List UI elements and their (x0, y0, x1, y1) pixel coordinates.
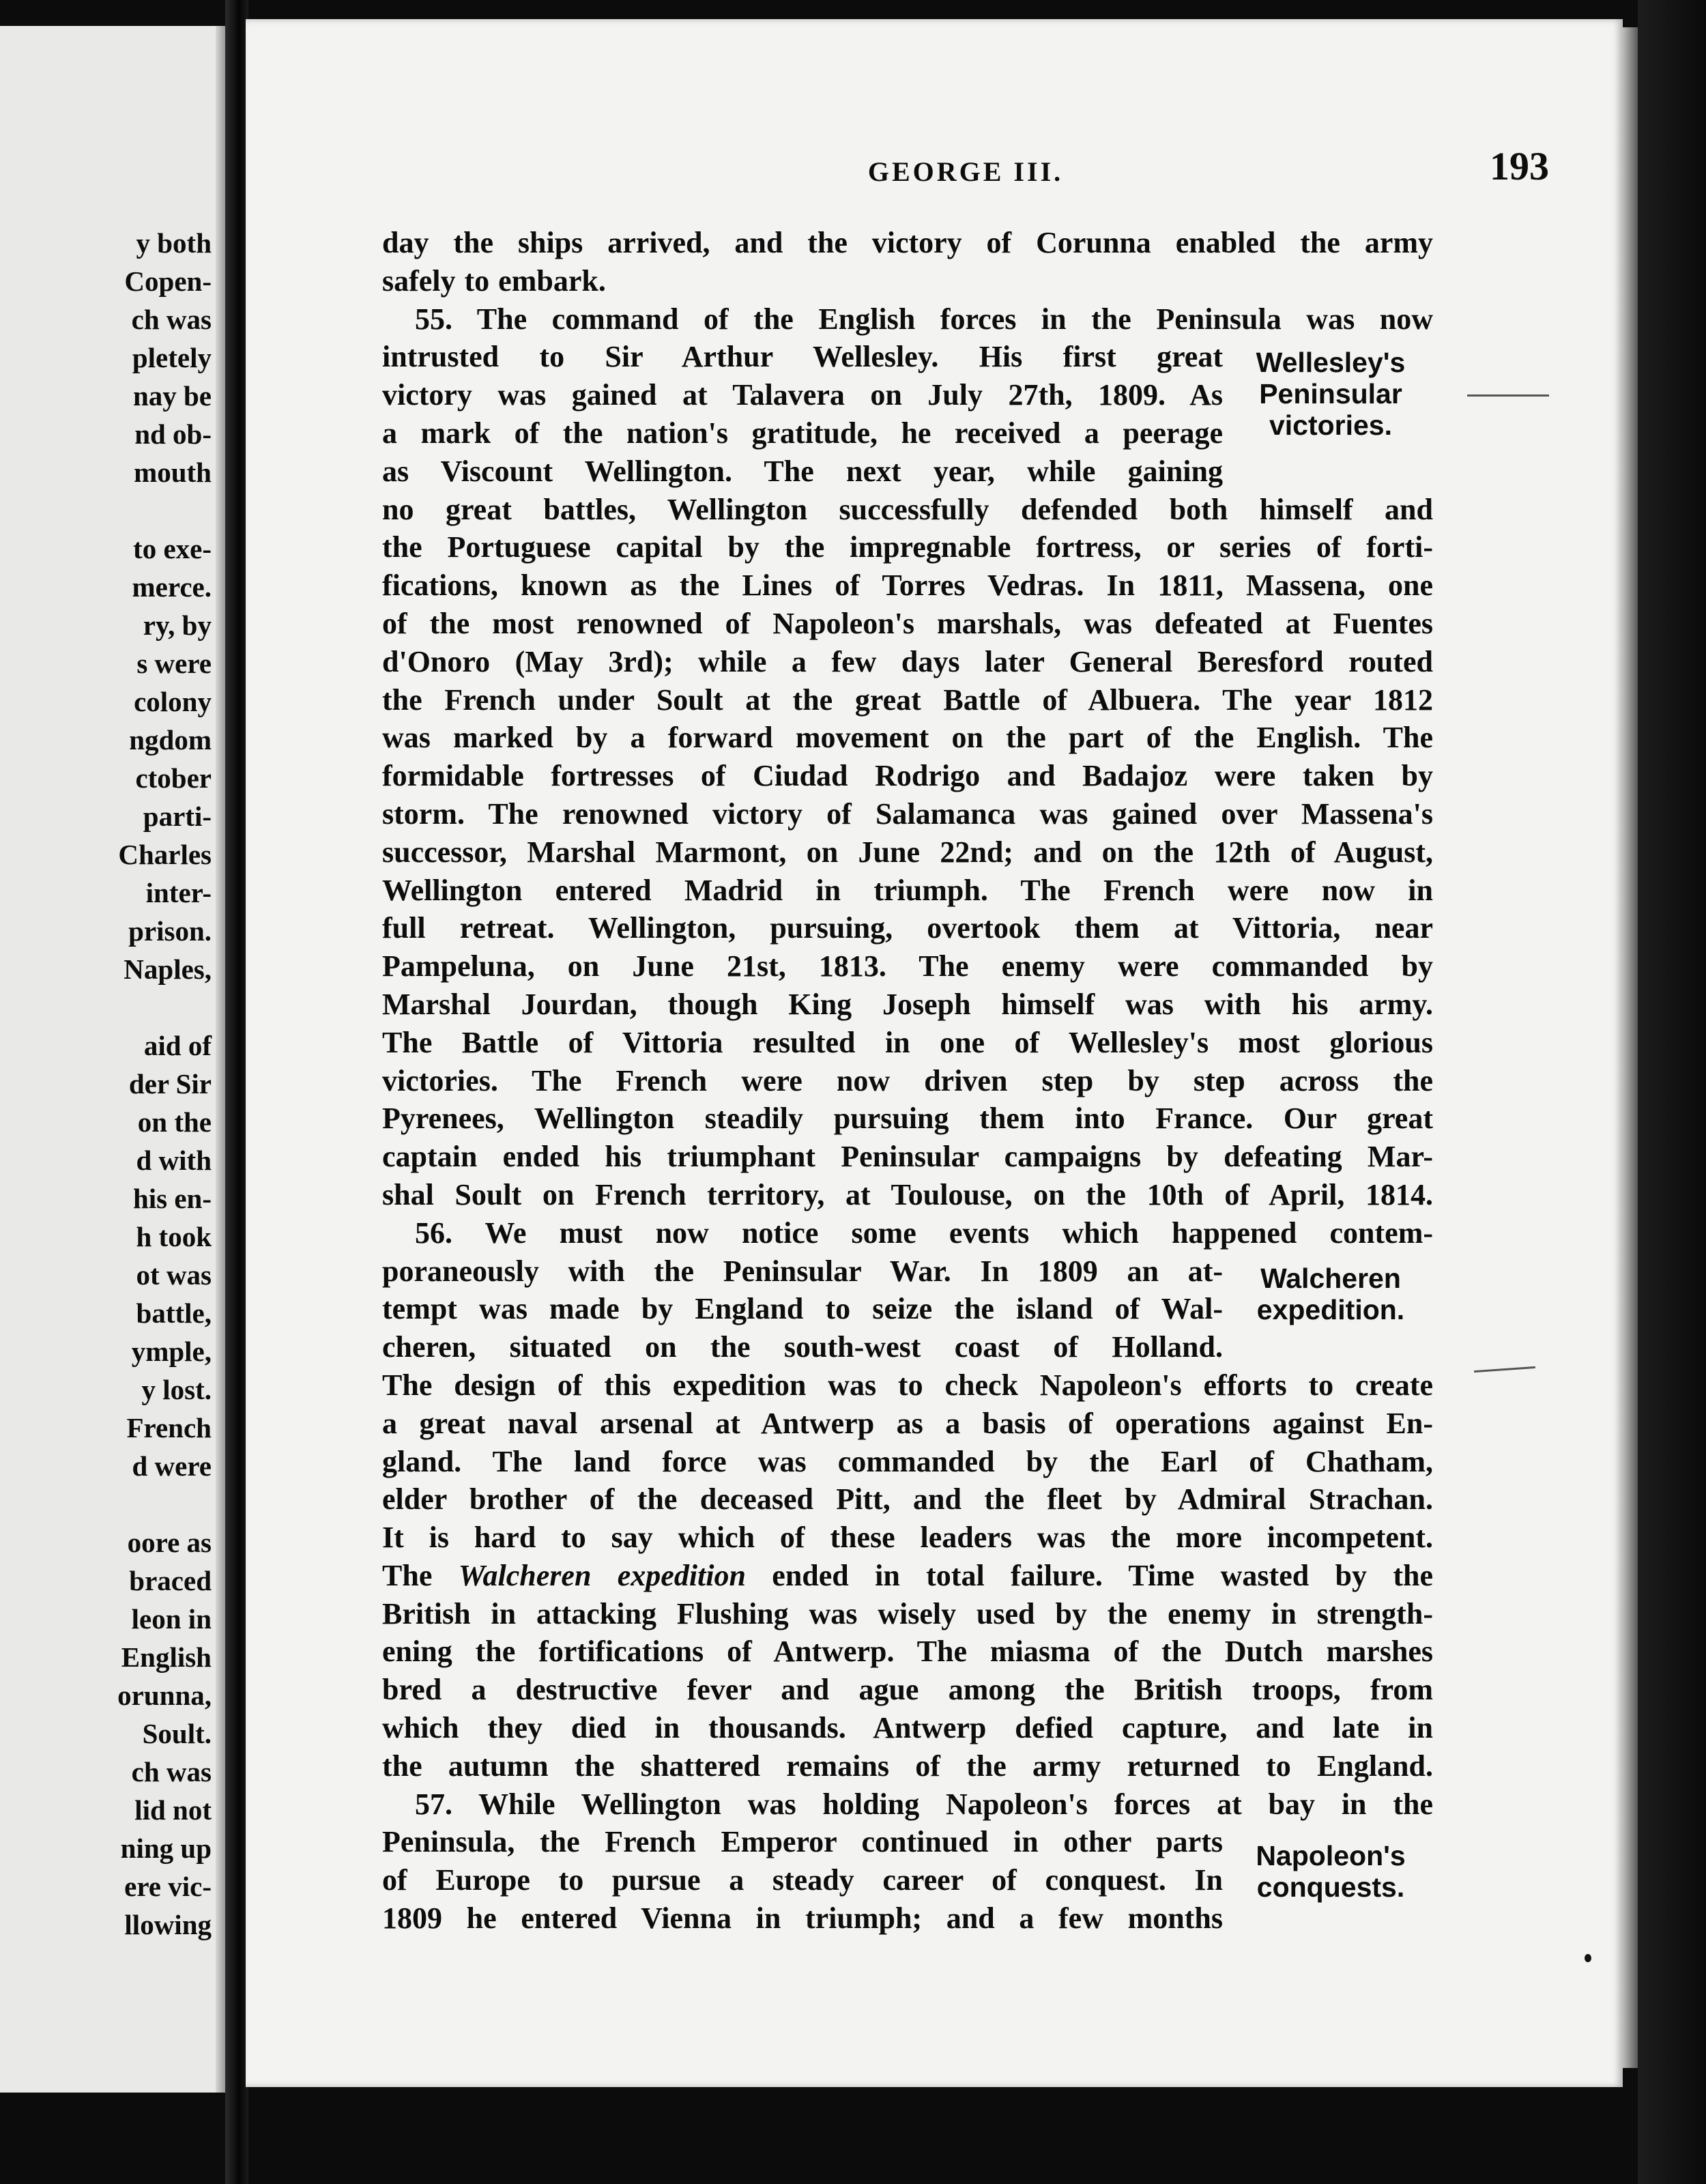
text-line: victory was gained at Talavera on July 27th, 1809. As (382, 378, 1223, 412)
side-note-line: Wellesley's (1256, 347, 1406, 378)
left-line: der Sir (128, 1068, 212, 1100)
text-line: a great naval arsenal at Antwerp as a basis of operations against En- (382, 1406, 1433, 1440)
left-line: lid not (134, 1794, 212, 1826)
left-line: ch was (131, 304, 212, 335)
text-line: victories. The French were now driven step by step across the (382, 1063, 1433, 1097)
text-line: It is hard to say which of these leaders was the more incompetent. (382, 1521, 1433, 1555)
running-title: GEORGE III. (867, 156, 1064, 187)
side-note-line: victories. (1269, 410, 1393, 441)
page-body (382, 224, 1433, 1938)
left-line: pletely (132, 342, 212, 373)
text-line: Pyrenees, Wellington steadily pursuing them into France. Our great (382, 1102, 1433, 1136)
left-line: colony (134, 686, 212, 717)
text-line: captain ended his triumphant Peninsular campaigns by defeating Mar- (382, 1140, 1433, 1174)
text-line: the autumn the shattered remains of the army returned to England. (382, 1749, 1433, 1783)
paragraph-56-start: 56. We must now notice some events which happened contem- (415, 1216, 1433, 1250)
left-line: mouth (134, 457, 212, 488)
left-page-text (0, 224, 212, 1944)
text-line: ening the fortifications of Antwerp. The miasma of the Dutch marshes (382, 1635, 1433, 1669)
text-line: The Battle of Vittoria resulted in one of Wellesley's most glorious (382, 1025, 1433, 1059)
side-note-line: conquests. (1256, 1871, 1405, 1903)
left-line: Naples, (124, 953, 212, 985)
text-line: The design of this expedition was to check Napoleon's efforts to create (382, 1368, 1433, 1402)
left-line: ot was (136, 1259, 212, 1291)
left-line (0, 988, 212, 1026)
walcheren-line (382, 1557, 1433, 1595)
book-gutter (225, 0, 248, 2184)
left-line (0, 1485, 212, 1523)
side-note-walcheren (1228, 1263, 1433, 1325)
text-line: of the most renowned of Napoleon's marshals, was defeated at Fuentes (382, 606, 1433, 640)
text-line: intrusted to Sir Arthur Wellesley. His first great (382, 340, 1223, 374)
text-line: Marshal Jourdan, though King Joseph himself was with his army. (382, 987, 1433, 1021)
left-line: d were (132, 1450, 212, 1482)
page-edge (1623, 27, 1638, 2068)
left-line: d with (136, 1145, 212, 1176)
text-line: 1809 he entered Vienna in triumph; and a few months (382, 1901, 1223, 1936)
left-line: French (126, 1412, 212, 1443)
left-line: ere vic- (124, 1871, 212, 1902)
left-facing-page (0, 26, 225, 2093)
page-header (382, 128, 1549, 197)
side-note-line: Peninsular (1259, 378, 1402, 410)
text-line: full retreat. Wellington, pursuing, overtook them at Vittoria, near (382, 911, 1433, 945)
left-line: ngdom (129, 724, 212, 756)
text-line: storm. The renowned victory of Salamanca was gained over Massena's (382, 796, 1433, 831)
text-line: which they died in thousands. Antwerp defied capture, and late in (382, 1711, 1433, 1745)
left-line: parti- (143, 801, 212, 832)
left-line: orunna, (117, 1680, 212, 1711)
left-line: ry, by (143, 609, 212, 641)
text-line: successor, Marshal Marmont, on June 22nd; and on the 12th of August, (382, 835, 1433, 869)
left-line: prison. (128, 915, 212, 947)
left-line: merce. (132, 571, 212, 603)
text-line: bred a destructive fever and ague among the British troops, from (382, 1673, 1433, 1707)
left-line: English (121, 1641, 212, 1673)
left-line: leon in (131, 1603, 212, 1635)
text-line: shal Soult on French territory, at Toulouse, on the 10th of April, 1814. (382, 1177, 1433, 1211)
text-line: cheren, situated on the south-west coast of Holland. (382, 1330, 1223, 1364)
text-line: Pampeluna, on June 21st, 1813. The enemy were commanded by (382, 949, 1433, 983)
side-note-line: Walcheren (1260, 1263, 1401, 1294)
left-line: Copen- (124, 265, 212, 297)
side-note-line: Napoleon's (1256, 1840, 1406, 1871)
paragraph-57-start: 57. While Wellington was holding Napoleon's forces at bay in the (415, 1787, 1433, 1821)
left-line: y both (136, 227, 212, 259)
left-line: y lost. (141, 1374, 212, 1405)
left-line: aid of (143, 1030, 212, 1061)
text-line: the French under Soult at the great Battle of Albuera. The year 1812 (382, 682, 1433, 717)
text-line: safely to embark. (382, 263, 606, 298)
left-line: ning up (120, 1833, 212, 1864)
text-line: tempt was made by England to seize the island of Wal- (382, 1292, 1223, 1326)
text-line: poraneously with the Peninsular War. In 1809 an at- (382, 1254, 1223, 1288)
left-line: oore as (127, 1527, 212, 1558)
left-line: inter- (145, 877, 212, 908)
text-line: was marked by a forward movement on the part of the English. The (382, 721, 1433, 755)
side-note-napoleon (1228, 1840, 1433, 1903)
text-line: Wellington entered Madrid in triumph. The French were now in (382, 873, 1433, 907)
text-fragment: ended in total failure. Time wasted by the (745, 1558, 1434, 1592)
text-line: fications, known as the Lines of Torres Vedras. In 1811, Massena, one (382, 569, 1433, 603)
scan-border (1638, 0, 1706, 2184)
left-line: his en- (132, 1183, 212, 1214)
left-line: nd ob- (134, 418, 212, 450)
left-line: Charles (118, 839, 212, 870)
left-line: braced (129, 1565, 212, 1596)
text-line: British in attacking Flushing was wisely used by the enemy in strength- (382, 1596, 1433, 1630)
text-line: elder brother of the deceased Pitt, and the fleet by Admiral Strachan. (382, 1482, 1433, 1517)
left-line: s were (136, 648, 212, 679)
text-line: a mark of the nation's gratitude, he received a peerage (382, 416, 1223, 450)
text-line: of Europe to pursue a steady career of conquest. In (382, 1863, 1223, 1897)
left-line: nay be (132, 380, 212, 412)
margin-mark (1467, 394, 1549, 397)
left-line: ch was (131, 1756, 212, 1787)
side-note-wellesley (1228, 347, 1433, 441)
italic-phrase: Walcheren expedition (458, 1558, 746, 1592)
text-line: day the ships arrived, and the victory of Corunna enabled the army (382, 226, 1433, 259)
left-line: on the (137, 1106, 212, 1138)
paragraph-55-start: 55. The command of the English forces in the Peninsula was now (415, 302, 1433, 336)
ink-speck (1585, 1954, 1591, 1962)
book-page (246, 19, 1623, 2087)
page-number: 193 (1490, 144, 1549, 188)
left-line: battle, (136, 1297, 212, 1329)
left-line: llowing (124, 1909, 212, 1940)
text-line: the Portuguese capital by the impregnable fortress, or series of forti- (382, 530, 1433, 564)
text-fragment: The (382, 1558, 459, 1592)
left-line: Soult. (142, 1718, 212, 1749)
text-line: formidable fortresses of Ciudad Rodrigo and Badajoz were taken by (382, 759, 1433, 793)
text-line: no great battles, Wellington successfully defended both himself and (382, 492, 1433, 526)
text-line: gland. The land force was commanded by the Earl of Chatham, (382, 1444, 1433, 1478)
text-line: Peninsula, the French Emperor continued in other parts (382, 1825, 1223, 1859)
left-line: ymple, (131, 1336, 212, 1367)
left-line (0, 491, 212, 530)
page-fold-shadow (216, 26, 225, 2093)
left-line: ctober (135, 762, 212, 794)
left-line: to exe- (133, 533, 212, 564)
text-line: d'Onoro (May 3rd); while a few days later General Beresford routed (382, 644, 1433, 678)
left-line: h took (136, 1221, 212, 1252)
text-line: as Viscount Wellington. The next year, while gaining (382, 454, 1223, 488)
side-note-line: expedition. (1256, 1294, 1405, 1325)
